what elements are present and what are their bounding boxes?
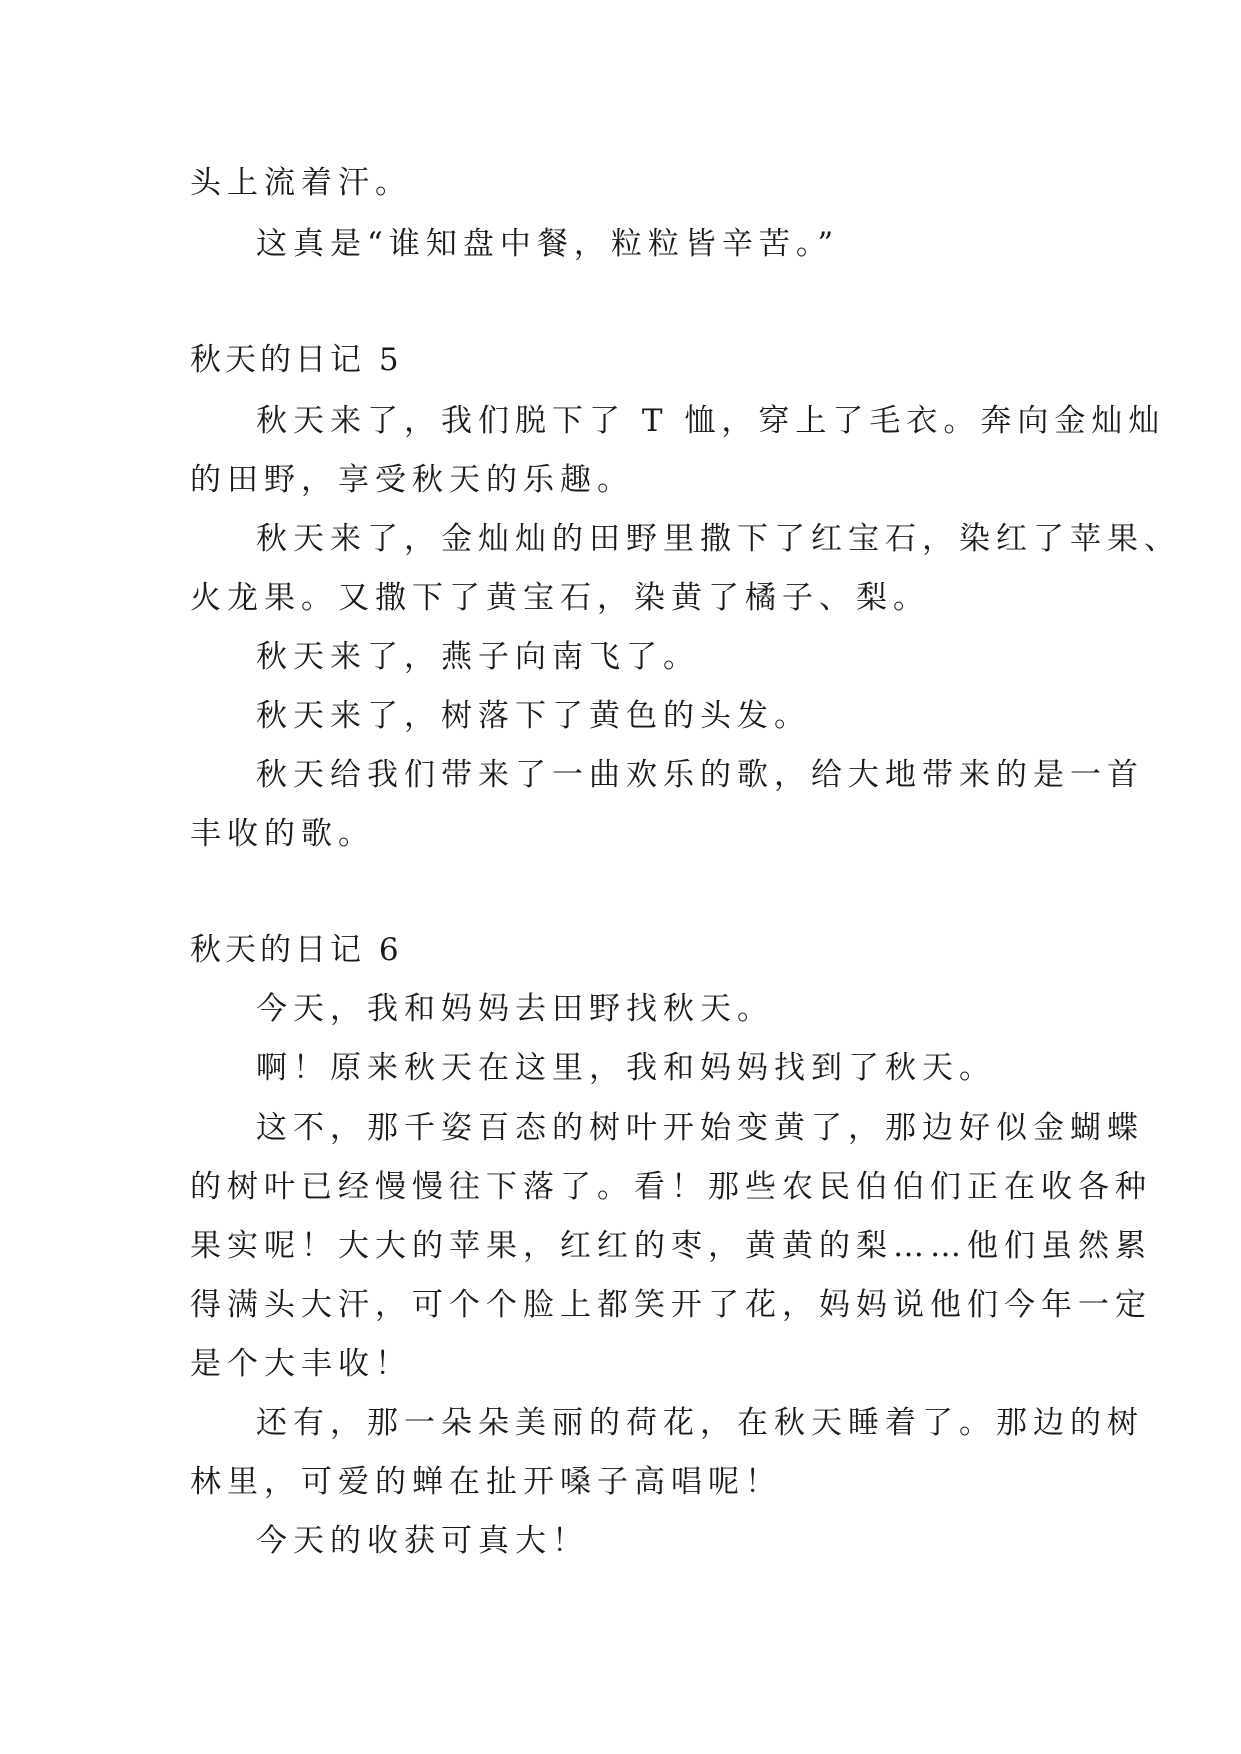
paragraph-line: 果实呢！大大的苹果，红红的枣，黄黄的梨……他们虽然累: [190, 1228, 1152, 1264]
paragraph-line: 今天，我和妈妈去田野找秋天。: [256, 991, 774, 1027]
paragraph-line: 丰收的歌。: [190, 816, 375, 852]
paragraph-line: 还有，那一朵朵美丽的荷花，在秋天睡着了。那边的树: [256, 1405, 1144, 1441]
paragraph-line: 的树叶已经慢慢往下落了。看！那些农民伯伯们正在收各种: [190, 1169, 1152, 1205]
paragraph-line: 这真是“谁知盘中餐，粒粒皆辛苦。”: [256, 226, 840, 262]
paragraph-line: 秋天给我们带来了一曲欢乐的歌，给大地带来的是一首: [256, 757, 1144, 793]
paragraph-line: 得满头大汗，可个个脸上都笑开了花，妈妈说他们今年一定: [190, 1287, 1152, 1323]
paragraph-line: 林里，可爱的蝉在扯开嗓子高唱呢！: [190, 1464, 782, 1500]
section-heading: 秋天的日记 5: [190, 342, 403, 378]
paragraph-line: 头上流着汗。: [190, 165, 412, 201]
paragraph-line: 啊！原来秋天在这里，我和妈妈找到了秋天。: [256, 1050, 996, 1086]
section-heading: 秋天的日记 6: [190, 932, 403, 968]
paragraph-line: 秋天来了，金灿灿的田野里撒下了红宝石，染红了苹果、: [256, 521, 1181, 557]
paragraph-line: 秋天来了，我们脱下了 T 恤，穿上了毛衣。奔向金灿灿: [256, 403, 1166, 439]
paragraph-line: 今天的收获可真大！: [256, 1523, 589, 1559]
paragraph-line: 是个大丰收！: [190, 1346, 412, 1382]
paragraph-line: 秋天来了，燕子向南飞了。: [256, 639, 700, 675]
paragraph-line: 秋天来了，树落下了黄色的头发。: [256, 698, 811, 734]
paragraph-line: 火龙果。又撒下了黄宝石，染黄了橘子、梨。: [190, 580, 930, 616]
paragraph-line: 这不，那千姿百态的树叶开始变黄了，那边好似金蝴蝶: [256, 1110, 1144, 1146]
paragraph-line: 的田野，享受秋天的乐趣。: [190, 462, 634, 498]
